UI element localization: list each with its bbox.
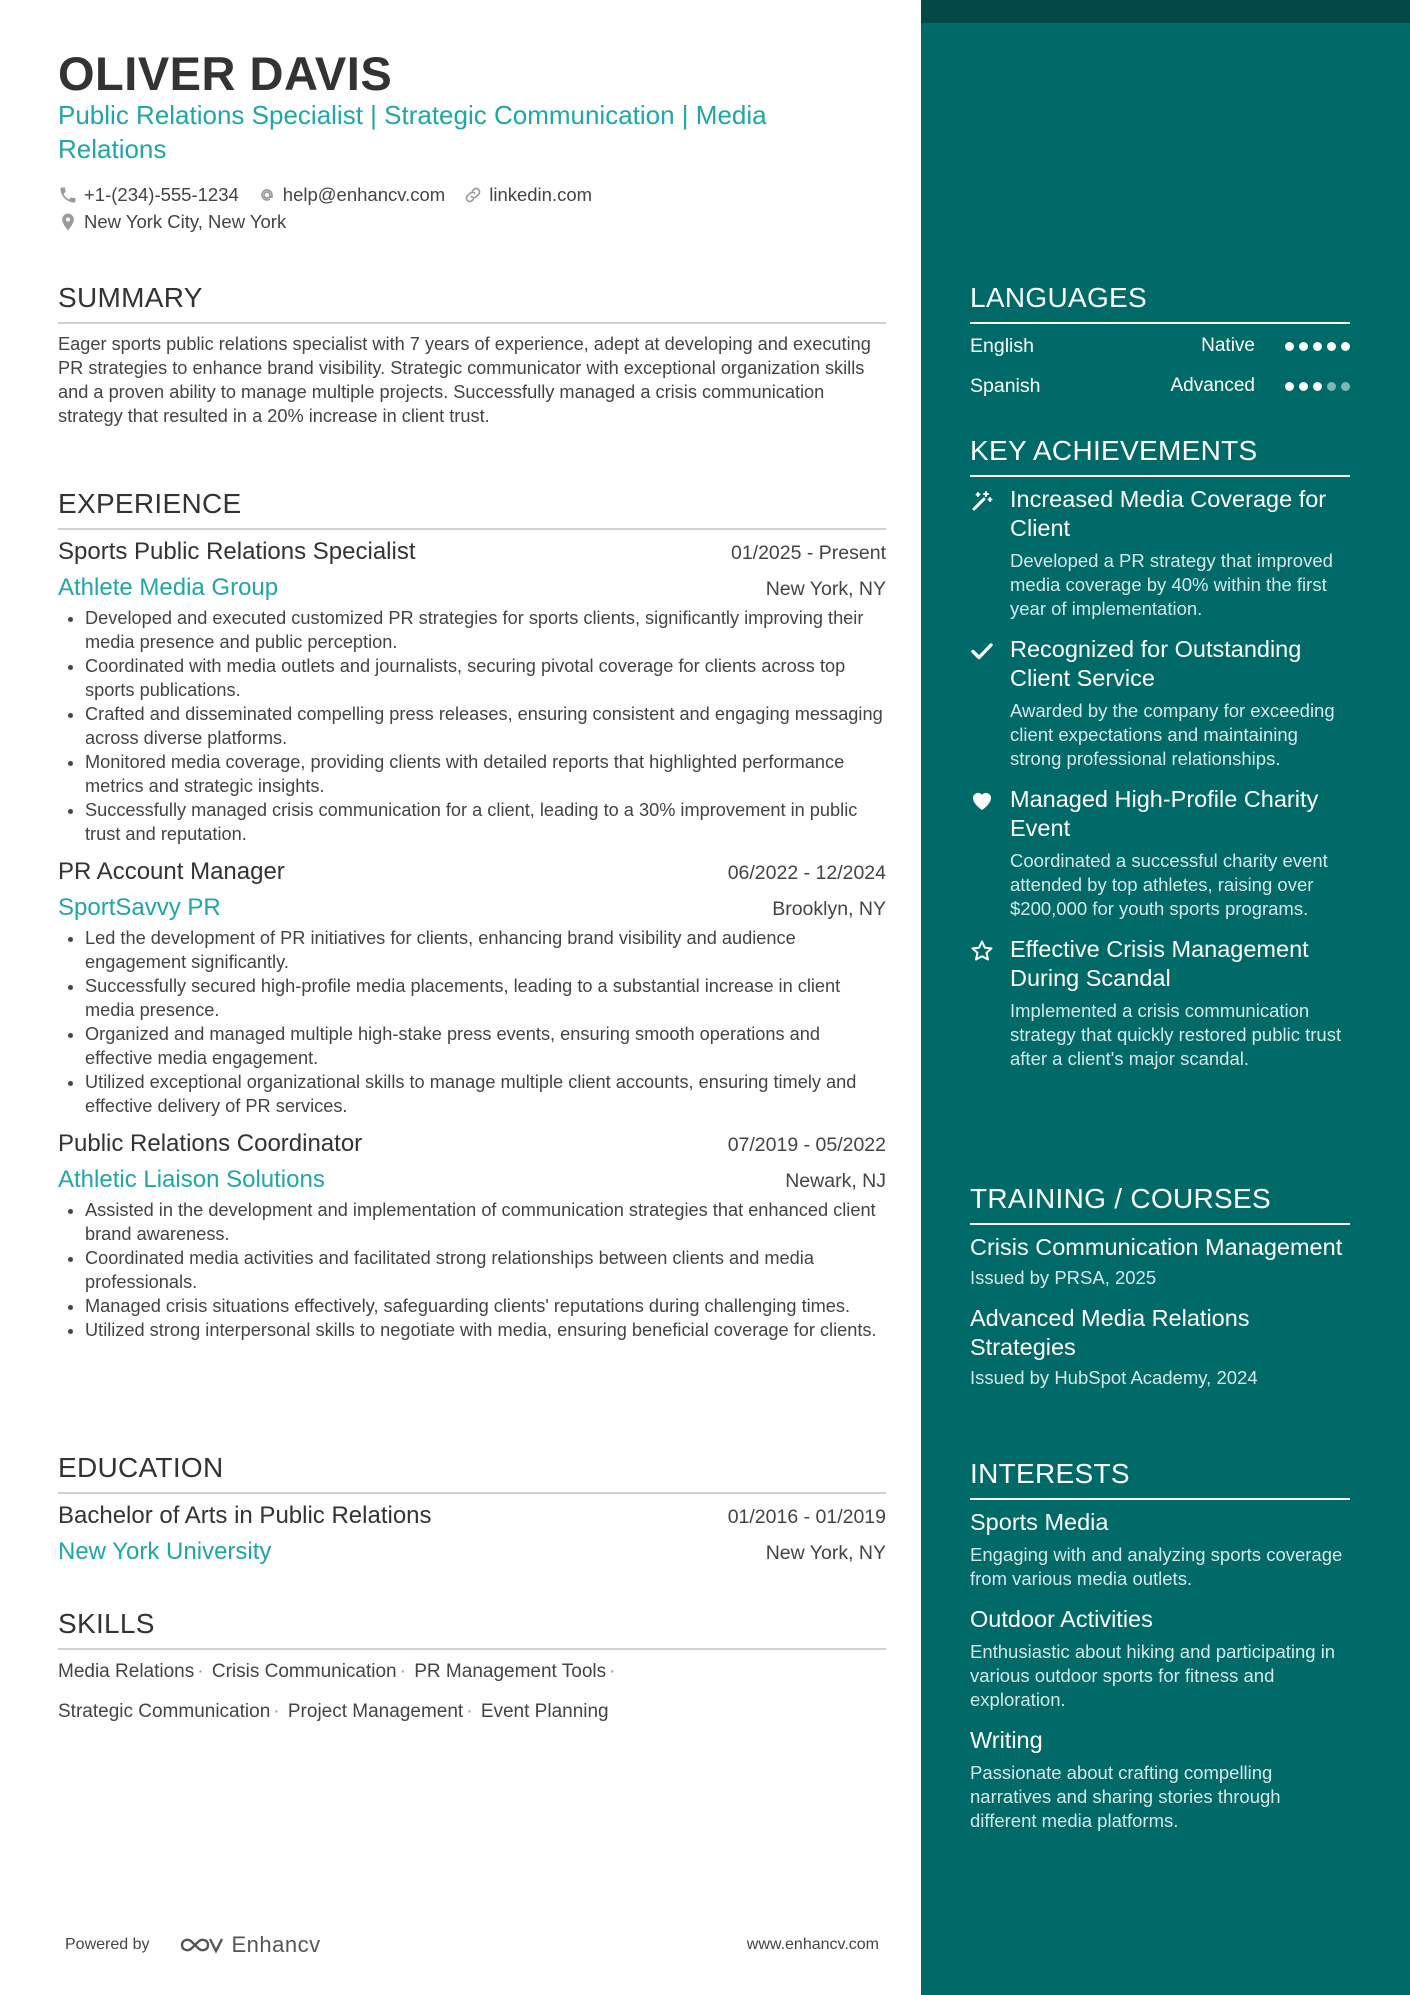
job-dates: 06/2022 - 12/2024: [727, 862, 886, 884]
skill-item: Project Management: [287, 1701, 464, 1722]
job-location: New York, NY: [765, 578, 886, 600]
rating-dot-empty: [1327, 382, 1336, 391]
skill-item: Strategic Communication: [58, 1701, 271, 1722]
skill-item: Event Planning: [480, 1701, 609, 1722]
summary-text: Eager sports public relations specialist with 7 years of experience, adept at developing and executing PR strategies to enhance brand visibility. Strategic communicator with exceptional organization skills and a proven ability to manage multiple projects. Successfully managed a crisis communication strategy that resulted in a 20% increase in client trust.: [58, 334, 871, 426]
languages-section: [970, 281, 1350, 400]
achievement-item: [970, 635, 1350, 771]
heart-icon: [970, 789, 994, 813]
email-text: help@enhancv.com: [282, 184, 446, 205]
section-divider: [970, 322, 1350, 324]
link-icon: [463, 185, 483, 205]
job-bullet: • Successfully secured high-profile media placements, leading to a substantial increase in client media presence.: [85, 974, 886, 1022]
achievement-title: Increased Media Coverage for Client: [1010, 486, 1327, 541]
company-name: Athletic Liaison Solutions: [58, 1166, 325, 1193]
candidate-name: OLIVER DAVIS: [58, 47, 393, 100]
job-bullet: • Utilized strong interpersonal skills to negotiate with media, ensuring beneficial coverage for clients.: [85, 1318, 886, 1342]
job-bullet: • Coordinated with media outlets and journalists, securing pivotal coverage for clients across top sports publications.: [85, 654, 886, 702]
skill-item: PR Management Tools: [414, 1661, 607, 1682]
language-rating: [1285, 382, 1350, 391]
achievements-title: KEY ACHIEVEMENTS: [970, 435, 1258, 466]
interest-desc: Passionate about crafting compelling narratives and sharing stories through different media platforms.: [970, 1762, 1281, 1831]
location-pin-icon: [58, 212, 78, 232]
job-bullet: • Assisted in the development and implementation of communication strategies that enhanced client brand awareness.: [85, 1198, 886, 1246]
course-issuer: Issued by PRSA, 2025: [970, 1267, 1157, 1288]
rating-dot-filled: [1341, 342, 1350, 351]
achievement-desc: Coordinated a successful charity event attended by top athletes, raising over $200,000 for youth sports programs.: [1010, 850, 1328, 919]
star-icon: [970, 939, 994, 963]
education-dates: 01/2016 - 01/2019: [727, 1506, 886, 1528]
section-divider: [58, 1648, 886, 1650]
job-bullet: • Developed and executed customized PR strategies for sports clients, significantly improving their media presence and public perception.: [85, 606, 886, 654]
contact-email[interactable]: [257, 181, 445, 208]
job-title: Sports Public Relations Specialist: [58, 538, 416, 565]
language-item: [970, 372, 1350, 400]
location-text: New York City, New York: [84, 211, 287, 232]
course-title: Advanced Media Relations Strategies: [970, 1305, 1250, 1360]
job-bullet: • Successfully managed crisis communication for a client, leading to a 30% improvement in public trust and reputation.: [85, 798, 886, 846]
summary-title: SUMMARY: [58, 282, 203, 313]
interest-item: [970, 1508, 1350, 1591]
skill-item: Crisis Communication: [211, 1661, 397, 1682]
achievement-desc: Awarded by the company for exceeding client expectations and maintaining strong professional relationships.: [1010, 700, 1335, 769]
course-item: [970, 1233, 1350, 1290]
rating-dot-empty: [1341, 382, 1350, 391]
interests-title: INTERESTS: [970, 1458, 1130, 1489]
job-title: Public Relations Coordinator: [58, 1130, 363, 1157]
contact-location: [58, 208, 286, 235]
course-title: Crisis Communication Management: [970, 1234, 1343, 1260]
interests-section: [970, 1457, 1350, 1833]
footer-url[interactable]: www.enhancv.com: [746, 1936, 879, 1953]
interest-item: [970, 1605, 1350, 1712]
enhancv-logo[interactable]: [178, 1932, 321, 1958]
course-issuer: Issued by HubSpot Academy, 2024: [970, 1367, 1258, 1388]
achievement-item: [970, 935, 1350, 1071]
achievement-desc: Developed a PR strategy that improved media coverage by 40% within the first year of implementation.: [1010, 550, 1333, 619]
section-divider: [970, 1498, 1350, 1500]
languages-title: LANGUAGES: [970, 282, 1147, 313]
job-dates: 07/2019 - 05/2022: [727, 1134, 886, 1156]
rating-dot-filled: [1299, 342, 1308, 351]
at-icon: [257, 185, 277, 205]
skills-title: SKILLS: [58, 1608, 155, 1639]
job-bullet: • Organized and managed multiple high-stake press events, ensuring smooth operations and effective media engagement.: [85, 1022, 886, 1070]
language-level: Native: [1201, 335, 1255, 356]
rating-dot-filled: [1285, 342, 1294, 351]
rating-dot-filled: [1299, 382, 1308, 391]
experience-section: [58, 487, 886, 1342]
achievement-title: Managed High-Profile Charity Event: [1010, 786, 1319, 841]
brand-name: Enhancv: [231, 1932, 321, 1957]
job-bullets: [58, 1198, 886, 1342]
job-bullet: • Utilized exceptional organizational skills to manage multiple client accounts, ensuring timely and effective delivery of PR services.: [85, 1070, 886, 1118]
language-name: English: [970, 335, 1034, 357]
rating-dot-filled: [1285, 382, 1294, 391]
job-dates: 01/2025 - Present: [730, 542, 886, 564]
magic-wand-icon: [970, 489, 994, 513]
section-divider: [58, 1492, 886, 1494]
interest-title: Outdoor Activities: [970, 1606, 1153, 1632]
rating-dot-filled: [1313, 382, 1322, 391]
degree: Bachelor of Arts in Public Relations: [58, 1502, 432, 1529]
school-name: New York University: [58, 1538, 272, 1565]
company-name: SportSavvy PR: [58, 894, 221, 921]
job-entry: [58, 538, 886, 846]
section-divider: [58, 528, 886, 530]
achievements-section: [970, 434, 1350, 1071]
job-bullet: • Managed crisis situations effectively, safeguarding clients' reputations during challenging times.: [85, 1294, 886, 1318]
education-entry: [58, 1502, 886, 1566]
phone-icon: [58, 185, 78, 205]
interest-title: Sports Media: [970, 1509, 1109, 1535]
achievement-item: [970, 785, 1350, 921]
interest-desc: Engaging with and analyzing sports coverage from various media outlets.: [970, 1544, 1343, 1589]
training-title: TRAINING / COURSES: [970, 1183, 1271, 1214]
achievement-item: [970, 485, 1350, 621]
company-name: Athlete Media Group: [58, 574, 279, 601]
school-location: New York, NY: [765, 1542, 886, 1564]
skills-section: SKILLS Media Relations · Crisis Communication · PR Management Tools · Strategic Communication · Project Management · Event Planning: [58, 1607, 886, 1732]
job-location: Newark, NJ: [785, 1170, 886, 1192]
language-rating: [1285, 342, 1350, 351]
job-bullet: • Coordinated media activities and facilitated strong relationships between clients and media professionals.: [85, 1246, 886, 1294]
job-bullet: • Monitored media coverage, providing clients with detailed reports that highlighted performance metrics and strategic insights.: [85, 750, 886, 798]
language-name: Spanish: [970, 375, 1041, 397]
achievement-desc: Implemented a crisis communication strategy that quickly restored public trust after a client's major scandal.: [1010, 1000, 1342, 1069]
education-title: EDUCATION: [58, 1452, 224, 1483]
candidate-headline: Public Relations Specialist | Strategic Communication | Media Relations: [58, 100, 767, 164]
course-item: [970, 1304, 1350, 1390]
phone-text: +1-(234)-555-1234: [84, 184, 239, 205]
job-entry: [58, 858, 886, 1118]
section-divider: [970, 1223, 1350, 1225]
job-location: Brooklyn, NY: [772, 898, 886, 920]
linkedin-text: linkedin.com: [489, 184, 593, 205]
sidebar-top-band: [921, 0, 1410, 23]
training-section: [970, 1182, 1350, 1390]
section-divider: [970, 475, 1350, 477]
skill-item: Media Relations: [58, 1661, 195, 1682]
interest-title: Writing: [970, 1727, 1043, 1753]
rating-dot-filled: [1313, 342, 1322, 351]
achievement-title: Effective Crisis Management During Scandal: [1010, 936, 1309, 991]
interest-item: [970, 1726, 1350, 1833]
section-divider: [58, 322, 886, 324]
contact-phone[interactable]: [58, 181, 239, 208]
job-entry: [58, 1130, 886, 1342]
powered-by-label: Powered by: [65, 1936, 150, 1953]
language-item: [970, 332, 1350, 360]
enhancv-logo-icon: [178, 1933, 224, 1957]
education-section: [58, 1451, 886, 1566]
contact-linkedin[interactable]: [463, 181, 592, 208]
rating-dot-filled: [1327, 342, 1336, 351]
achievement-title: Recognized for Outstanding Client Service: [1010, 636, 1302, 691]
job-bullets: [58, 606, 886, 846]
job-bullets: [58, 926, 886, 1118]
footer: [65, 1932, 879, 1958]
job-bullet: • Led the development of PR initiatives for clients, enhancing brand visibility and audience engagement significantly.: [85, 926, 886, 974]
contact-info: [58, 181, 886, 235]
summary-section: [58, 281, 886, 428]
language-level: Advanced: [1170, 375, 1255, 396]
job-title: PR Account Manager: [58, 858, 285, 885]
job-bullet: • Crafted and disseminated compelling press releases, ensuring consistent and engaging messaging across diverse platforms.: [85, 702, 886, 750]
interest-desc: Enthusiastic about hiking and participating in various outdoor sports for fitness and exploration.: [970, 1641, 1336, 1710]
experience-title: EXPERIENCE: [58, 488, 242, 519]
checkmark-icon: [970, 639, 994, 663]
